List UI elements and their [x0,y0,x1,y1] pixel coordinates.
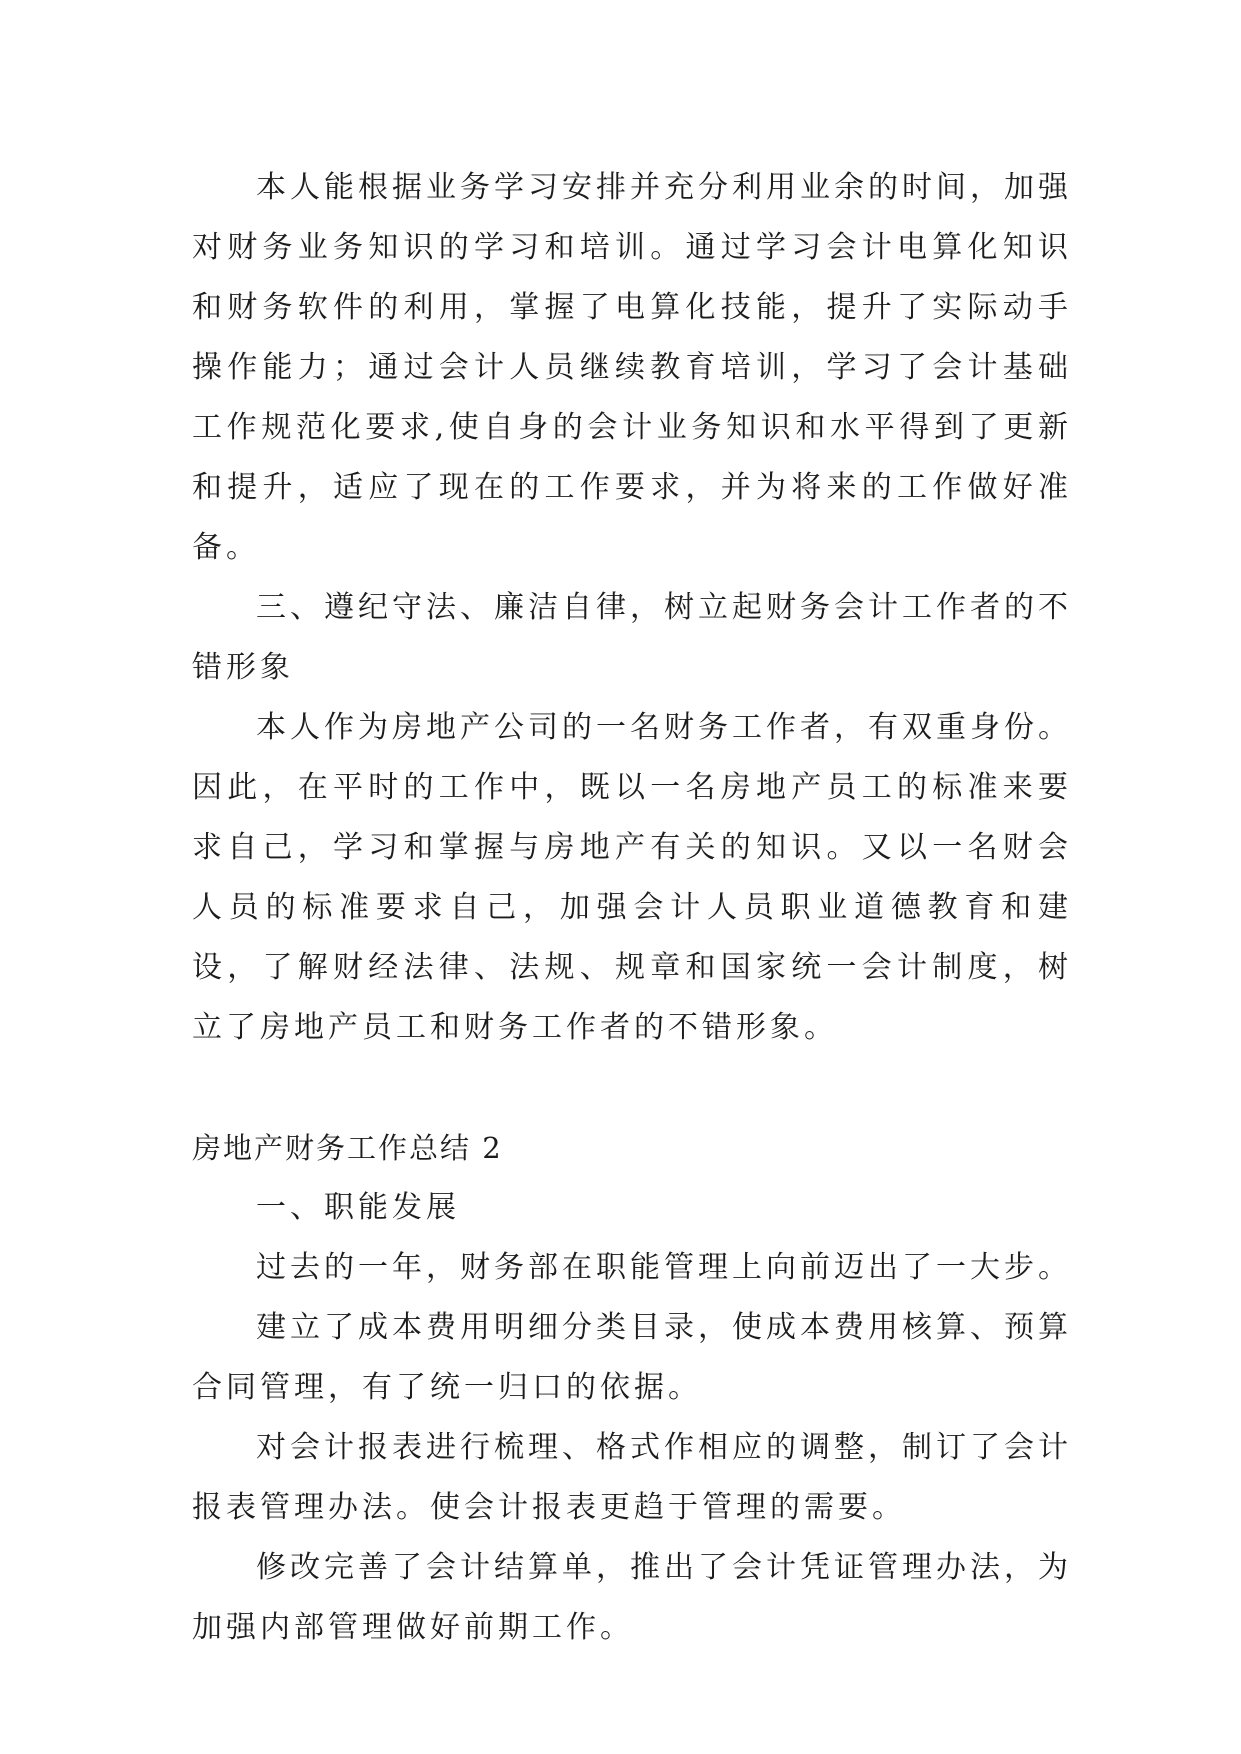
paragraph-reports: 对会计报表进行梳理、格式作相应的调整，制订了会计报表管理办法。使会计报表更趋于管理的需要。 [192,1430,1072,1525]
paragraph-identity: 本人作为房地产公司的一名财务工作者，有双重身份。因此，在平时的工作中，既以一名房地产员工的标准来要求自己，学习和掌握与房地产有关的知识。又以一名财会人员的标准要求自己，加强会计人员职业道德教育和建设，了解财经法律、法规、规章和国家统一会计制度，树立了房地产员工和财务工作者的不错形象。 [192,710,1072,1045]
paragraph-cost-catalog: 建立了成本费用明细分类目录，使成本费用核算、预算合同管理，有了统一归口的依据。 [192,1310,1072,1405]
section-heading: 一、职能发展 [256,1190,460,1225]
paragraph-vouchers: 修改完善了会计结算单，推出了会计凭证管理办法，为加强内部管理做好前期工作。 [192,1550,1072,1645]
heading-discipline: 三、遵纪守法、廉洁自律，树立起财务会计工作者的不错形象 [192,590,1072,685]
document-body [192,158,1072,1658]
paragraph-progress: 过去的一年，财务部在职能管理上向前迈出了一大步。 [256,1250,1072,1285]
paragraph-training: 本人能根据业务学习安排并充分利用业余的时间，加强对财务业务知识的学习和培训。通过学习会计电算化知识和财务软件的利用，掌握了电算化技能，提升了实际动手操作能力；通过会计人员继续教育培训，学习了会计基础工作规范化要求,使自身的会计业务知识和水平得到了更新和提升，适应了现在的工作要求，并为将来的工作做好准备。 [192,170,1072,565]
section-title: 房地产财务工作总结 2 [192,1131,503,1165]
